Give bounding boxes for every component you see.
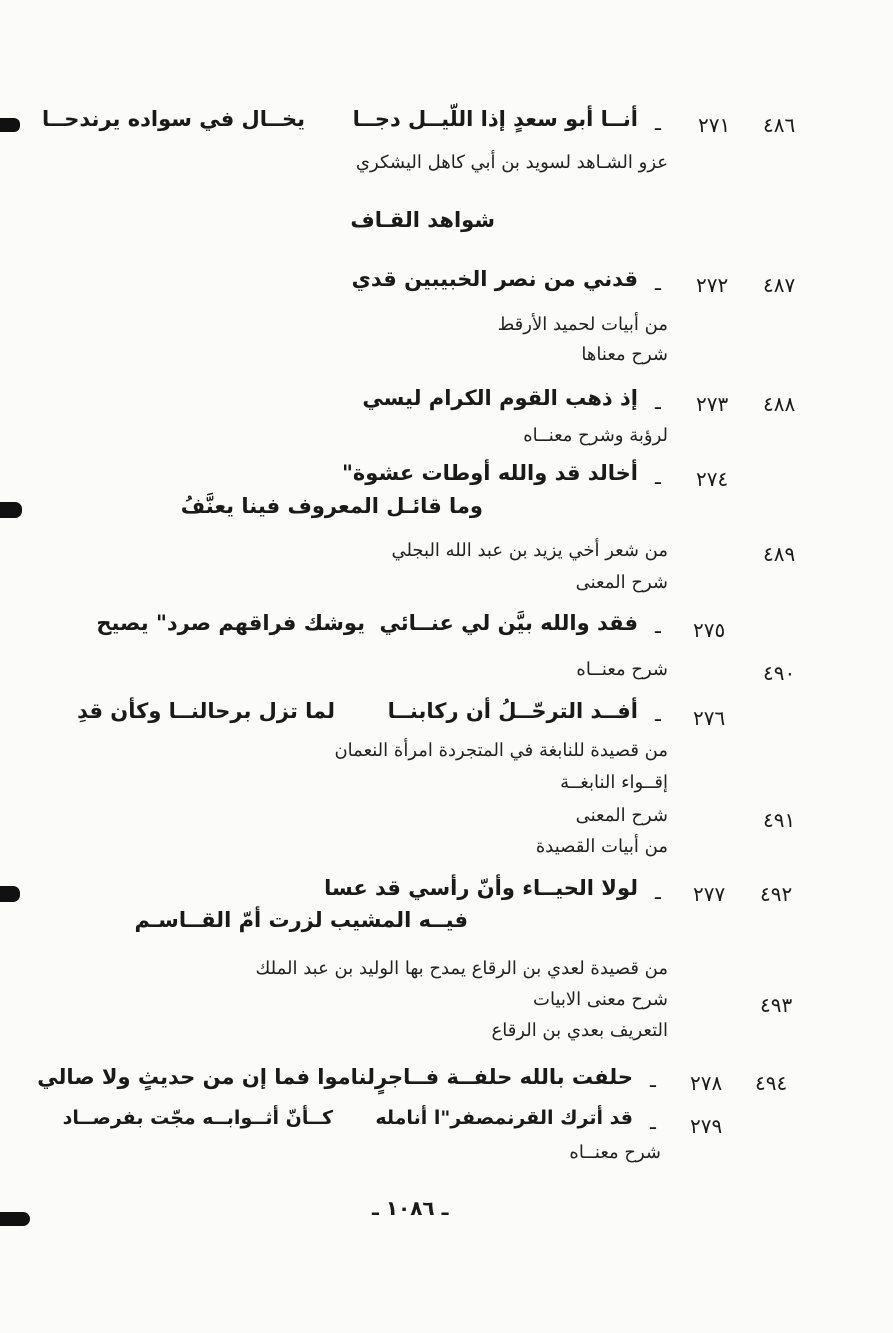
page-ref: ٢٧٣	[696, 392, 729, 416]
page-ref: ٢٧٩	[690, 1114, 723, 1138]
dash: ـ	[655, 465, 661, 489]
attribution-note: عزو الشـاهد لسويد بن أبي كاهل اليشكري	[355, 152, 668, 173]
scan-edge-mark	[0, 118, 20, 132]
dash: ـ	[655, 614, 661, 638]
entry-number: ٤٩٢	[760, 882, 793, 906]
note-line: شرح معنــاه	[576, 659, 668, 680]
entry-number: ٤٩٠	[763, 661, 796, 685]
entry-number: ٤٩١	[763, 808, 796, 832]
dash: ـ	[650, 1068, 656, 1092]
dash: ـ	[655, 271, 661, 295]
scan-edge-mark	[0, 1212, 30, 1226]
note-line: من أبيات القصيدة	[535, 836, 668, 857]
page-ref: ٢٧٨	[690, 1071, 723, 1095]
entry-number: ٤٩٣	[760, 993, 793, 1017]
verse-second-hemistich: يوشك فراقهم صرد" يصيح	[96, 611, 365, 635]
verse-second-hemistich: كــأنّ أثــوابــه مجّت بفرصــاد	[62, 1107, 333, 1129]
note-line: شرح المعنى	[575, 805, 668, 826]
verse-first-hemistich: أنــا أبو سعدٍ إذا اللّيــل دجــا	[352, 107, 638, 131]
note-line: من شعر أخي يزيد بن عبد الله البجلي	[391, 540, 668, 561]
verse-first-hemistich: قدني من نصر الخبيبين قدي	[351, 267, 638, 291]
page-ref: ٢٧٥	[693, 618, 726, 642]
entry-number: ٤٨٦	[763, 113, 796, 137]
note-line: لرؤبة وشرح معنــاه	[523, 425, 668, 446]
verse-first-hemistich: أخالد قد والله أوطات عشوة"	[341, 461, 638, 485]
verse-second-hemistich: لما تزل برحالنــا وكأن قدِ	[77, 699, 335, 723]
dash: ـ	[655, 111, 661, 135]
note-line: من قصيدة للنابغة في المتجردة امرأة النعمان	[334, 740, 668, 761]
verse-first-hemistich: حلفت بالله حلفــة فــاجرٍ	[374, 1065, 633, 1089]
verse-second-hemistich: فيــه المشيب لزرت أمّ القــاسـم	[134, 908, 468, 932]
note-line: من قصيدة لعدي بن الرقاع يمدح بها الوليد بن عبد الملك	[255, 958, 668, 979]
scan-edge-mark	[0, 502, 22, 518]
dash: ـ	[655, 702, 661, 726]
entry-number: ٤٨٨	[763, 392, 796, 416]
verse-first-hemistich: قد أترك القرنمصفر"ا أنامله	[375, 1107, 633, 1129]
dash: ـ	[655, 880, 661, 904]
note-line: التعريف بعدي بن الرقاع	[491, 1020, 668, 1041]
dash: ـ	[655, 390, 661, 414]
verse-first-hemistich: أفــد الترحّــلُ أن ركابنــا	[387, 699, 638, 723]
page-number: ـ ١٠٨٦ ـ	[372, 1196, 449, 1220]
note-line: شرح معنى الابيات	[533, 989, 668, 1010]
note-line: شرح معناها	[581, 344, 668, 365]
section-heading: شواهد القـاف	[350, 208, 495, 232]
page-ref: ٢٧١	[698, 113, 731, 137]
page-ref: ٢٧٦	[693, 706, 726, 730]
entry-number: ٤٨٧	[763, 273, 796, 297]
page-ref: ٢٧٢	[696, 273, 729, 297]
verse-first-hemistich: فقد والله بيَّن لي عنــائي	[379, 611, 638, 635]
note-line: شرح المعنى	[575, 572, 668, 593]
note-line: شرح معنــاه	[569, 1142, 661, 1163]
page-ref: ٢٧٤	[696, 467, 729, 491]
verse-first-hemistich: إذ ذهب القوم الكرام ليسي	[362, 386, 638, 410]
verse-second-hemistich: وما قائـل المعروف فينا يعنَّفُ	[180, 494, 483, 518]
note-line: إقــواء النابغــة	[560, 772, 668, 793]
entry-number: ٤٨٩	[763, 542, 796, 566]
scan-edge-mark	[0, 886, 20, 902]
dash: ـ	[650, 1110, 656, 1134]
verse-first-hemistich: لولا الحيــاء وأنّ رأسي قد عسا	[324, 876, 638, 900]
page-ref: ٢٧٧	[693, 882, 726, 906]
entry-number: ٤٩٤	[755, 1071, 788, 1095]
verse-second-hemistich: لناموا فما إن من حديثٍ ولا صالي	[37, 1065, 375, 1089]
note-line: من أبيات لحميد الأرقط	[497, 314, 668, 335]
verse-second-hemistich: يخــال في سواده يرندحــا	[42, 107, 305, 131]
